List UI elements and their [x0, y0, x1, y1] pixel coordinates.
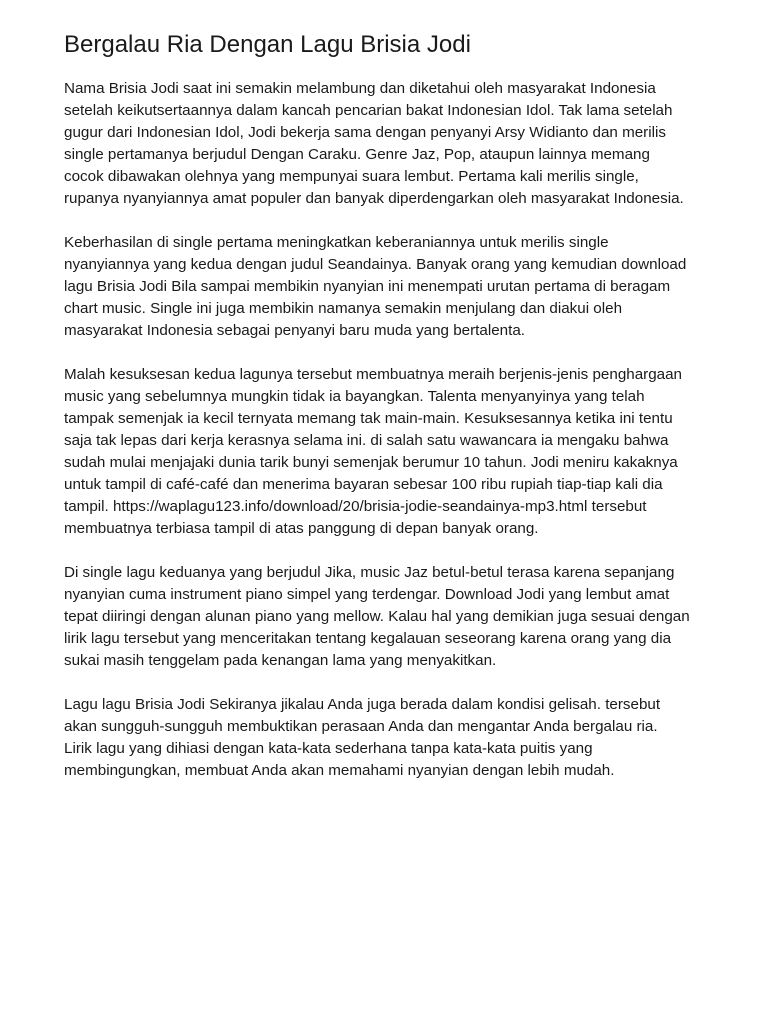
paragraph-line: sudah mulai menjajaki dunia tarik bunyi semenjak berumur 10 tahun. Jodi meniru kakaknya [64, 454, 678, 471]
paragraph-line: membingungkan, membuat Anda akan memahami nyanyian dengan lebih mudah. [64, 762, 615, 779]
paragraph-1 [64, 78, 714, 210]
paragraph-line: nyanyiannya yang kedua dengan judul Seandainya. Banyak orang yang kemudian download [64, 256, 687, 273]
paragraph-line: tampil. https://waplagu123.info/download/20/brisia-jodie-seandainya-mp3.html tersebut [64, 498, 647, 515]
paragraph-line: lirik lagu tersebut yang menceritakan tentang kegalauan seseorang karena orang yang dia [64, 630, 672, 647]
paragraph-line: masyarakat Indonesia sebagai penyanyi baru muda yang bertalenta. [64, 322, 525, 339]
paragraph-line: Lirik lagu yang dihiasi dengan kata-kata sederhana tanpa kata-kata puitis yang [64, 740, 593, 757]
paragraph-line: single pertamanya berjudul Dengan Caraku. Genre Jaz, Pop, ataupun lainnya memang [64, 146, 650, 163]
paragraph-line: tepat diiringi dengan alunan piano yang mellow. Kalau hal yang demikian juga sesuai dengan [64, 608, 690, 625]
paragraph-2 [64, 232, 714, 342]
paragraph-line: music yang sebelumnya mungkin tidak ia bayangkan. Talenta menyanyinya yang telah [64, 388, 645, 405]
paragraph-line: akan sungguh-sungguh membuktikan perasaan Anda dan mengantar Anda bergalau ria. [64, 718, 658, 735]
paragraph-line: setelah keikutsertaannya dalam kancah pencarian bakat Indonesian Idol. Tak lama setelah [64, 102, 673, 119]
paragraph-5 [64, 694, 714, 782]
paragraph-4 [64, 562, 714, 672]
document-body [64, 78, 714, 804]
paragraph-line: Keberhasilan di single pertama meningkatkan keberaniannya untuk merilis single [64, 234, 609, 251]
paragraph-line: nyanyian cuma instrument piano simpel yang terdengar. Download Jodi yang lembut amat [64, 586, 670, 603]
paragraph-line: Nama Brisia Jodi saat ini semakin melambung dan diketahui oleh masyarakat Indonesia [64, 80, 656, 97]
paragraph-line: untuk tampil di café-café dan menerima bayaran sebesar 100 ribu rupiah tiap-tiap kali dia [64, 476, 663, 493]
paragraph-line: tampak semenjak ia kecil ternyata memang tak main-main. Kesuksesannya ketika ini tentu [64, 410, 673, 427]
paragraph-line: chart music. Single ini juga membikin namanya semakin menjulang dan diakui oleh [64, 300, 623, 317]
paragraph-line: lagu Brisia Jodi Bila sampai membikin nyanyian ini menempati urutan pertama di beragam [64, 278, 671, 295]
paragraph-line: sukai masih tenggelam pada kenangan lama yang menyakitkan. [64, 652, 497, 669]
paragraph-line: cocok dibawakan olehnya yang mempunyai suara lembut. Pertama kali merilis single, [64, 168, 639, 185]
paragraph-line: rupanya nyanyiannya amat populer dan banyak diperdengarkan oleh masyarakat Indonesia. [64, 190, 684, 207]
paragraph-line: Malah kesuksesan kedua lagunya tersebut membuatnya meraih berjenis-jenis penghargaan [64, 366, 683, 383]
document-title: Bergalau Ria Dengan Lagu Brisia Jodi [64, 31, 471, 58]
paragraph-line: saja tak lepas dari kerja kerasnya selama ini. di salah satu wawancara ia mengaku bahwa [64, 432, 669, 449]
paragraph-line: gugur dari Indonesian Idol, Jodi bekerja sama dengan penyanyi Arsy Widianto dan merilis [64, 124, 666, 141]
paragraph-line: Lagu lagu Brisia Jodi Sekiranya jikalau Anda juga berada dalam kondisi gelisah. tersebut [64, 696, 661, 713]
paragraph-line: Di single lagu keduanya yang berjudul Jika, music Jaz betul-betul terasa karena sepanjang [64, 564, 675, 581]
paragraph-line: membuatnya terbiasa tampil di atas panggung di depan banyak orang. [64, 520, 539, 537]
paragraph-3 [64, 364, 714, 540]
